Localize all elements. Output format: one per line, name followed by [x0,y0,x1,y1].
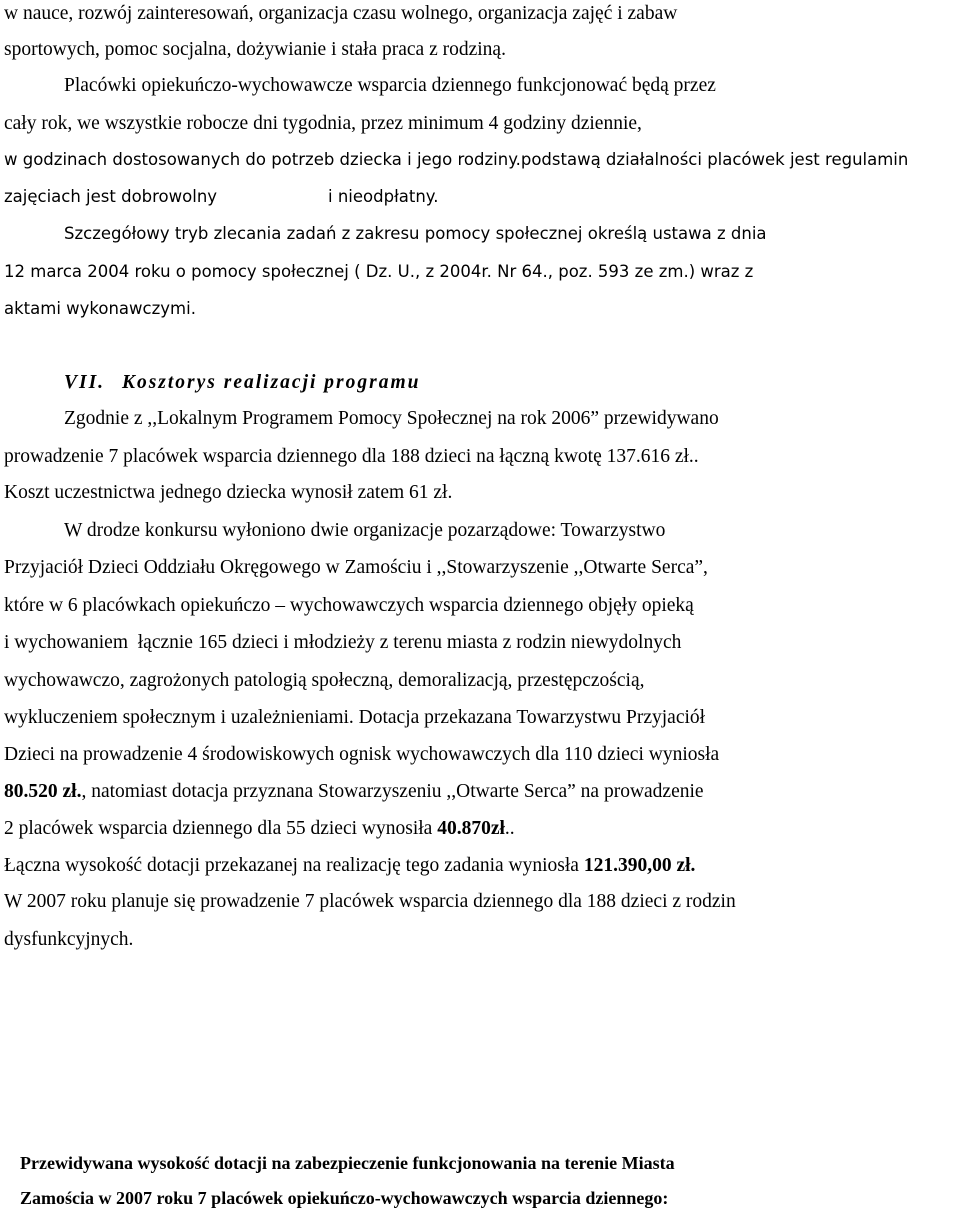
para5-line9-text: 2 placówek wsparcia dziennego dla 55 dzieci wynosiła [4,818,438,839]
summary-line [4,856,695,876]
para2-line1: Placówki opiekuńczo-wychowawcze wsparcia dziennego funkcjonować będą przez [64,75,716,96]
section-number: VII. [64,372,106,393]
para2-line4b: i nieodpłatny. [328,187,439,206]
footer-line2: Zamościa w 2007 roku 7 placówek opiekuńczo-wychowawczych wsparcia dziennego: [20,1188,669,1208]
amount-tpd: 80.520 zł. [4,781,82,802]
para4-line1: Zgodnie z ,,Lokalnym Programem Pomocy Społecznej na rok 2006” przewidywano [64,408,719,429]
footer-line1: Przewidywana wysokość dotacji na zabezpieczenie funkcjonowania na terenie Miasta [20,1153,675,1173]
para2-line3 [4,152,908,169]
para3-line1: Szczegółowy tryb zlecania zadań z zakresu pomocy społecznej określą ustawa z dnia [64,224,767,243]
para2-line4a: zajęciach jest dobrowolny [4,187,218,206]
para5-line9 [4,819,515,839]
para5-line2: Przyjaciół Dzieci Oddziału Okręgowego w Zamościu i ,,Stowarzyszenie ,,Otwarte Serca”, [4,557,708,578]
para2-line3-text: w godzinach dostosowanych do potrzeb dziecka i jego rodziny. [4,150,521,169]
para5-line7: Dzieci na prowadzenie 4 środowiskowych ognisk wychowawczych dla 110 dzieci wyniosła [4,744,720,765]
plan-line1: W 2007 roku planuje się prowadzenie 7 placówek wsparcia dziennego dla 188 dzieci z rodzin [4,891,736,912]
summary-amount: 121.390,00 zł. [583,855,696,876]
para5-line4: i wychowaniem łącznie 165 dzieci i młodzieży z terenu miasta z rodzin niewydolnych [4,632,682,653]
para5-line1: W drodze konkursu wyłoniono dwie organizacje pozarządowe: Towarzystwo [64,520,666,541]
para2-line2: cały rok, we wszystkie robocze dni tygodnia, przez minimum 4 godziny dziennie, [4,113,642,134]
para1-line2: sportowych, pomoc socjalna, dożywianie i stała praca z rodziną. [4,39,506,60]
para5-line3: które w 6 placówkach opiekuńczo – wychowawczych wsparcia dziennego objęły opieką [4,595,694,616]
section-heading [64,373,420,393]
para5-line9-end: .. [504,818,515,839]
para5-line8 [4,782,704,802]
para3-line2: 12 marca 2004 roku o pomocy społecznej ( Dz. U., z 2004r. Nr 64., poz. 593 ze zm.) wraz z [4,262,754,281]
amount-otwarte-serca: 40.870zł [437,818,505,839]
para1-line1: w nauce, rozwój zainteresowań, organizacja czasu wolnego, organizacja zajęć i zabaw [4,3,678,24]
para5-line8-text: , natomiast dotacja przyznana Stowarzyszeniu ,,Otwarte Serca” na prowadzenie [81,781,704,802]
para2-line3b-text: podstawą działalności placówek jest regulamin [520,150,909,169]
para5-line5: wychowawczo, zagrożonych patologią społeczną, demoralizacją, przestępczością, [4,670,645,691]
section-title: Kosztorys realizacji programu [121,372,421,393]
para4-line2: prowadzenie 7 placówek wsparcia dziennego dla 188 dzieci na łączną kwotę 137.616 zł.. [4,446,699,467]
para3-line3: aktami wykonawczymi. [4,299,196,318]
summary-text: Łączna wysokość dotacji przekazanej na realizację tego zadania wyniosła [4,855,584,876]
para4-line3: Koszt uczestnictwa jednego dziecka wynosił zatem 61 zł. [4,482,453,503]
para5-line6: wykluczeniem społecznym i uzależnieniami. Dotacja przekazana Towarzystwu Przyjaciół [4,707,706,728]
plan-line2: dysfunkcyjnych. [4,929,134,950]
